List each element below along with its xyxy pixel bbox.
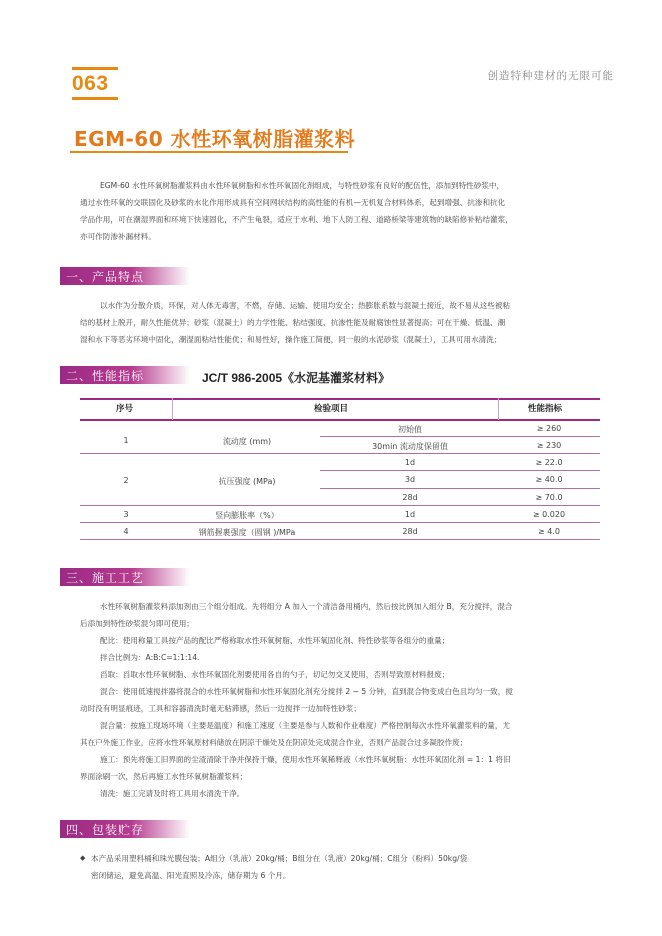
features-line-2: 结的基材上脱开，耐久性能优异；砂浆（混凝土）的力学性能、粘结强度、抗渗性能及耐腐蚀性显著提高；可在干燥、低温、潮 bbox=[80, 318, 506, 327]
intro-line-4: 亦可作防渗补漏材料。 bbox=[80, 232, 156, 241]
page-number-rule-bottom bbox=[72, 97, 118, 100]
bullet-icon: ◆ bbox=[80, 854, 86, 862]
table-header-no: 序号 bbox=[116, 404, 134, 414]
process-line-8: 混合量：按施工现场环境（主要是温度）和施工速度（主要是参与人数和作业难度）严格控制每次水性环氧灌浆料的量，尤 bbox=[100, 721, 511, 730]
table-header-item: 检验项目 bbox=[314, 404, 349, 414]
table-row-rule bbox=[320, 436, 600, 437]
process-line-9: 其在户外施工作业，应将水性环氧原材料储放在阴凉干燥处及在阴凉处完成混合作业，否则产品混合过多凝胶作废； bbox=[80, 738, 468, 747]
intro-line-1: EGM-60 水性环氧树脂灌浆料由水性环氧树脂和水性环氧固化剂组成，与特性砂浆有良好的配伍性，添加到特性砂浆中， bbox=[100, 181, 505, 190]
table-cell-value: ≥ 4.0 bbox=[538, 527, 560, 536]
table-cell-value: ≥ 22.0 bbox=[535, 458, 563, 467]
table-cell-value: ≥ 40.0 bbox=[535, 475, 563, 484]
table-vline bbox=[498, 398, 499, 420]
title-underline bbox=[70, 151, 348, 153]
table-cell-value: ≥ 260 bbox=[536, 424, 562, 433]
section-heading-process bbox=[60, 568, 190, 586]
process-line-6: 混合：使用低速搅拌器将混合的水性环氧树脂和水性环氧固化剂充分搅拌 2 ~ 5 分钟，直到混合物变成白色且均匀一致，搅 bbox=[100, 687, 513, 696]
table-cell-sub: 30min 流动度保留值 bbox=[372, 442, 448, 451]
table-cell-sub: 1d bbox=[404, 458, 416, 467]
table-cell-item: 钢筋握裹强度（圆钢 )/MPa bbox=[198, 528, 296, 537]
table-row-rule bbox=[320, 488, 600, 489]
table-cell-value: ≥ 230 bbox=[536, 441, 562, 450]
process-line-2: 后添加到特性砂浆混匀即可使用； bbox=[80, 619, 194, 628]
process-line-12: 清洗：施工完请及时将工具用水清洗干净。 bbox=[100, 789, 245, 798]
table-row-rule bbox=[80, 522, 600, 523]
process-line-3: 配比：使用称量工具按产品的配比严格称取水性环氧树脂、水性环氧固化剂、特性砂浆等各组分的重量； bbox=[100, 636, 450, 645]
table-cell-sub: 初始值 bbox=[398, 425, 422, 434]
packaging-line-2: 密闭储运，避免高温、阳光直照及冷冻，储存期为 6 个月。 bbox=[91, 871, 291, 880]
table-vline bbox=[172, 398, 173, 420]
table-cell-sub: 28d bbox=[402, 493, 418, 502]
section-heading-packaging bbox=[60, 820, 190, 838]
header-slogan: 创造特种建材的无限可能 bbox=[487, 70, 614, 82]
table-cell-no: 1 bbox=[123, 436, 129, 445]
page-number-rule-top bbox=[72, 67, 118, 70]
table-row-rule bbox=[320, 470, 600, 471]
table-cell-sub: 3d bbox=[404, 475, 416, 484]
process-line-4: 拌合比例为：A:B:C=1:1:14. bbox=[100, 653, 200, 662]
table-row-rule bbox=[80, 453, 600, 454]
intro-line-3: 学品作用，可在潮湿界面和环境下快速固化，不产生龟裂，适应于水利、地下人防工程、道路桥梁等建筑物的缺陷修补粘结灌浆， bbox=[80, 215, 513, 224]
process-line-5: 舀取：舀取水性环氧树脂、水性环氧固化剂要使用各自的勺子，切记勿交叉使用，否则导致原材料报废； bbox=[100, 670, 450, 679]
section-heading-process-label: 三、施工工艺 bbox=[66, 571, 145, 585]
section-heading-performance-label: 二、性能指标 bbox=[66, 369, 145, 383]
standard-title: JC/T 986-2005《水泥基灌浆材料》 bbox=[202, 371, 391, 385]
page-number: 063 bbox=[72, 72, 109, 95]
page-title: EGM-60 水性环氧树脂灌浆料 bbox=[74, 127, 356, 151]
table-cell-no: 2 bbox=[123, 476, 129, 485]
table-cell-sub: 28d bbox=[402, 527, 418, 536]
table-cell-item: 流动度 (mm) bbox=[222, 437, 272, 446]
table-cell-no: 3 bbox=[123, 510, 129, 519]
features-line-1: 以水作为分散介质，环保，对人体无毒害，不燃，存储、运输、使用均安全；热膨胀系数与混凝土接近，故不易从这些被粘 bbox=[100, 301, 511, 310]
table-cell-item: 竖向膨胀率（%） bbox=[215, 511, 279, 520]
process-line-7: 动时没有明显痕迹，工具和容器清洗时毫无粘滞感，然后一边搅拌一边加特性砂浆； bbox=[80, 704, 361, 713]
process-line-1: 水性环氧树脂灌浆料添加剂由三个组分组成。先将组分 A 加入一个清洁备用桶内，然后按比例加入组分 B，充分搅拌，混合 bbox=[100, 602, 513, 611]
table-cell-item: 抗压强度 (MPa) bbox=[218, 477, 276, 486]
intro-line-2: 通过水性环氧的交联固化及砂浆的水化作用形成具有空间网状结构的高性能的有机—无机复合材料体系，起到增强、抗渗和抗化 bbox=[80, 198, 506, 207]
process-line-11: 界面涂刷一次，然后再施工水性环氧树脂灌浆料； bbox=[80, 772, 248, 781]
table-row-rule bbox=[80, 505, 600, 506]
table-bottom-rule bbox=[80, 539, 600, 540]
process-line-10: 施工：预先将施工旧界面的尘渣清除干净并保持干燥，使用水性环氧稀释液（水性环氧树脂：水性环氧固化剂 = 1：1 将旧 bbox=[100, 755, 511, 764]
section-heading-performance bbox=[60, 366, 190, 384]
table-cell-value: ≥ 70.0 bbox=[535, 493, 563, 502]
table-header-rule bbox=[80, 419, 600, 421]
table-cell-no: 4 bbox=[123, 527, 129, 536]
section-heading-packaging-label: 四、包装贮存 bbox=[66, 823, 145, 837]
table-cell-value: ≥ 0.020 bbox=[532, 510, 566, 519]
table-header-value: 性能指标 bbox=[528, 404, 563, 414]
features-line-3: 湿和水下等恶劣环境中固化，潮湿面粘结性能优；和易性好，操作施工简便，同一般的水泥砂浆（混凝土），工具可用水清洗； bbox=[80, 335, 502, 344]
packaging-line-1: 本产品采用塑料桶和珠光膜包装；A组分（乳液）20kg/桶；B组分在（乳液）20kg/桶；C组分（粉料）50kg/袋 bbox=[91, 854, 468, 863]
table-top-rule bbox=[80, 398, 600, 400]
table-cell-sub: 1d bbox=[404, 510, 416, 519]
section-heading-features bbox=[60, 267, 190, 285]
section-heading-features-label: 一、产品特点 bbox=[66, 270, 145, 284]
